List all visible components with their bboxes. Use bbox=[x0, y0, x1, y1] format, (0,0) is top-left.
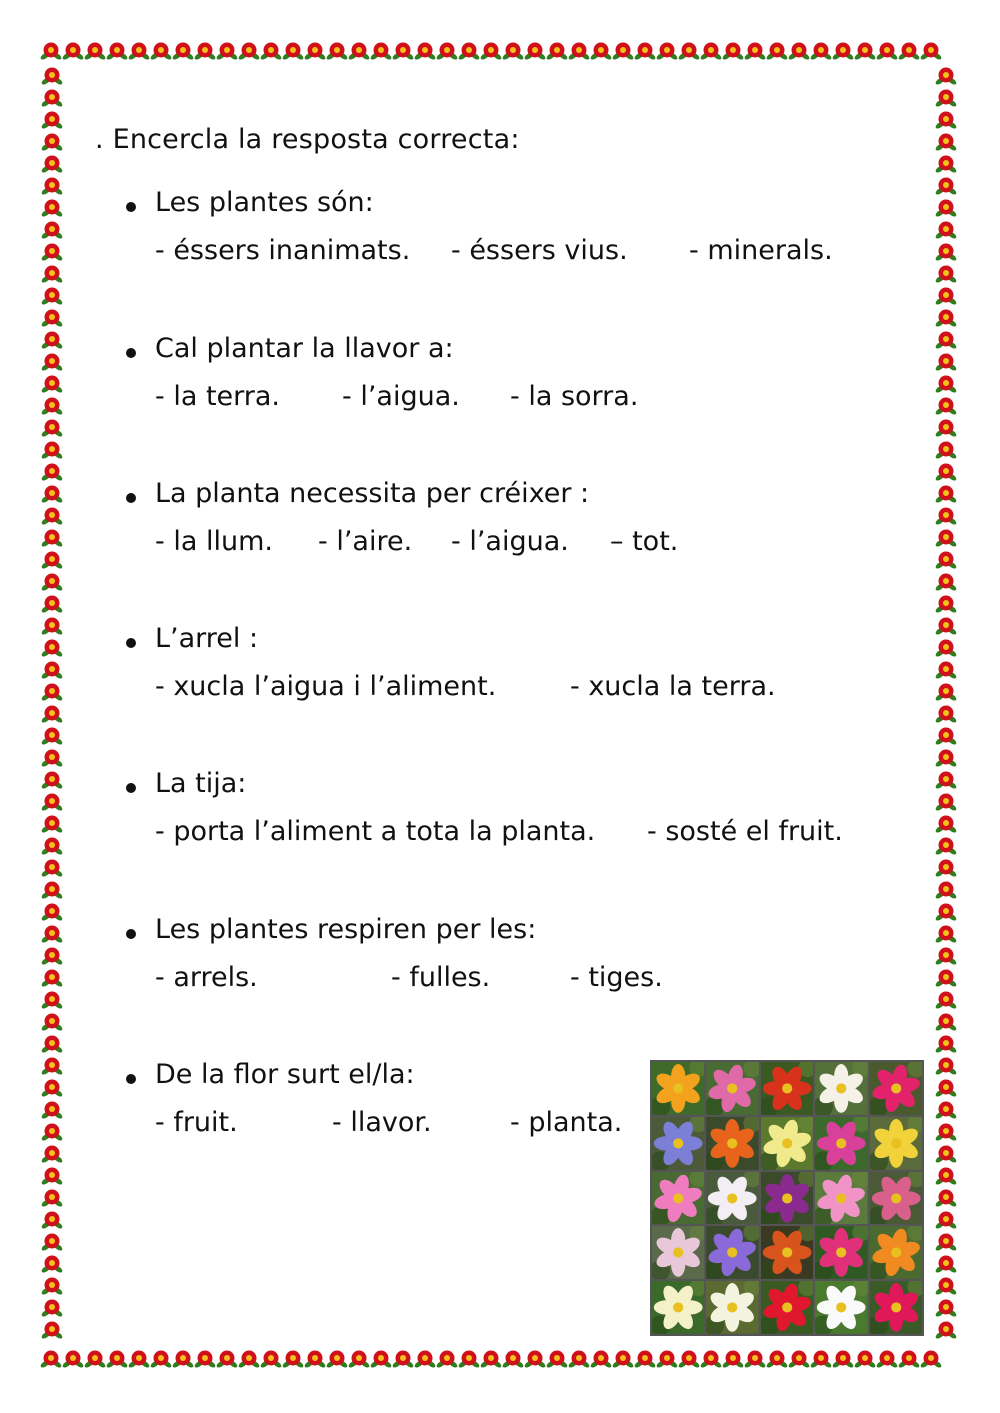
answer-option[interactable]: - éssers inanimats. bbox=[155, 235, 411, 266]
answer-option[interactable]: - l’aigua. bbox=[451, 526, 569, 557]
answer-option[interactable]: - la llum. bbox=[155, 526, 273, 557]
flower-photo-icon bbox=[706, 1172, 758, 1225]
flower-photo-icon bbox=[706, 1062, 758, 1115]
flower-photo-icon bbox=[870, 1281, 922, 1334]
flower-photo-icon bbox=[815, 1226, 867, 1279]
bullet-icon bbox=[126, 202, 136, 212]
answer-option[interactable]: - l’aire. bbox=[318, 526, 413, 557]
question-1 bbox=[124, 187, 884, 275]
question-2 bbox=[124, 333, 884, 421]
answer-option[interactable]: - xucla l’aigua i l’aliment. bbox=[155, 671, 497, 702]
flower-photo-icon bbox=[870, 1117, 922, 1170]
question-prompt: La tija: bbox=[155, 768, 247, 799]
flower-photo-icon bbox=[652, 1062, 704, 1115]
flower-photo-icon bbox=[652, 1172, 704, 1225]
question-6 bbox=[124, 914, 884, 1002]
answer-option[interactable]: - xucla la terra. bbox=[570, 671, 776, 702]
flower-photo-icon bbox=[870, 1226, 922, 1279]
flower-photo-icon bbox=[706, 1117, 758, 1170]
answer-option[interactable]: - tiges. bbox=[570, 962, 663, 993]
answer-option[interactable]: - l’aigua. bbox=[342, 381, 460, 412]
question-prompt: Les plantes respiren per les: bbox=[155, 914, 537, 945]
answer-option[interactable]: - sosté el fruit. bbox=[647, 816, 843, 847]
flower-photo-icon bbox=[706, 1281, 758, 1334]
flower-photo-icon bbox=[761, 1117, 813, 1170]
flower-photo-icon bbox=[761, 1062, 813, 1115]
flower-photo-icon bbox=[815, 1172, 867, 1225]
answer-option[interactable]: - llavor. bbox=[332, 1107, 432, 1138]
flower-photo-icon bbox=[652, 1117, 704, 1170]
question-prompt: L’arrel : bbox=[155, 623, 259, 654]
question-3 bbox=[124, 478, 884, 566]
question-5 bbox=[124, 768, 884, 856]
bullet-icon bbox=[126, 348, 136, 358]
bullet-icon bbox=[126, 929, 136, 939]
question-prompt: De la flor surt el/la: bbox=[155, 1059, 415, 1090]
answer-option[interactable]: - éssers vius. bbox=[451, 235, 628, 266]
flower-photo-icon bbox=[815, 1117, 867, 1170]
bullet-icon bbox=[126, 783, 136, 793]
flower-photo-icon bbox=[870, 1062, 922, 1115]
flower-photo-icon bbox=[870, 1172, 922, 1225]
answer-option[interactable]: - minerals. bbox=[689, 235, 833, 266]
instruction-heading: . Encercla la resposta correcta: bbox=[95, 124, 520, 155]
flower-photo-icon bbox=[761, 1281, 813, 1334]
answer-option[interactable]: - fruit. bbox=[155, 1107, 238, 1138]
question-prompt: La planta necessita per créixer : bbox=[155, 478, 590, 509]
question-prompt: Les plantes són: bbox=[155, 187, 374, 218]
flower-photo-icon bbox=[706, 1226, 758, 1279]
flower-photo-icon bbox=[652, 1281, 704, 1334]
bullet-icon bbox=[126, 1074, 136, 1084]
question-prompt: Cal plantar la llavor a: bbox=[155, 333, 454, 364]
bullet-icon bbox=[126, 638, 136, 648]
flower-photo-collage bbox=[650, 1060, 924, 1336]
answer-option[interactable]: – tot. bbox=[610, 526, 679, 557]
answer-option[interactable]: - porta l’aliment a tota la planta. bbox=[155, 816, 596, 847]
bullet-icon bbox=[126, 493, 136, 503]
answer-option[interactable]: - la sorra. bbox=[510, 381, 639, 412]
flower-photo-icon bbox=[761, 1172, 813, 1225]
flower-photo-icon bbox=[815, 1281, 867, 1334]
answer-option[interactable]: - arrels. bbox=[155, 962, 258, 993]
question-7 bbox=[124, 1059, 634, 1147]
answer-option[interactable]: - planta. bbox=[510, 1107, 623, 1138]
answer-option[interactable]: - fulles. bbox=[391, 962, 491, 993]
flower-photo-icon bbox=[761, 1226, 813, 1279]
flower-photo-icon bbox=[815, 1062, 867, 1115]
answer-option[interactable]: - la terra. bbox=[155, 381, 281, 412]
flower-photo-icon bbox=[652, 1226, 704, 1279]
question-4 bbox=[124, 623, 884, 711]
